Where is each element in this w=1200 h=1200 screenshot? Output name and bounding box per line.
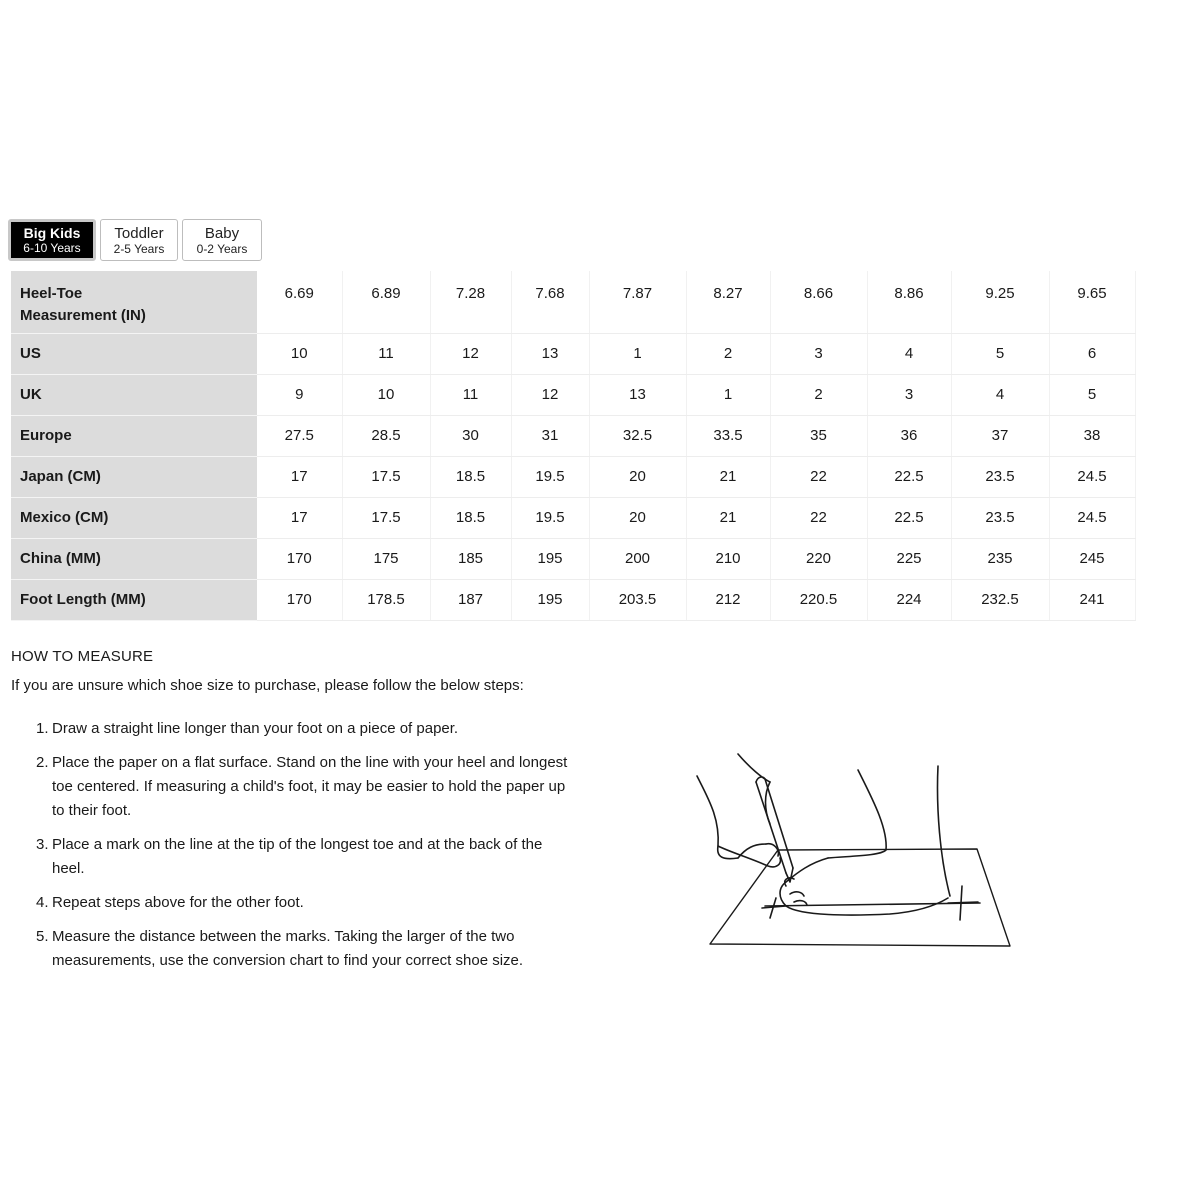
table-cell: 9 bbox=[257, 374, 342, 415]
table-cell: 170 bbox=[257, 538, 342, 579]
table-cell: 31 bbox=[511, 415, 589, 456]
table-cell: 13 bbox=[511, 333, 589, 374]
table-cell: 24.5 bbox=[1049, 497, 1135, 538]
table-row bbox=[11, 415, 1135, 456]
tab-sublabel: 0-2 Years bbox=[196, 241, 248, 256]
row-header: Japan (CM) bbox=[11, 456, 257, 497]
list-item bbox=[36, 833, 576, 881]
table-cell: 245 bbox=[1049, 538, 1135, 579]
table-cell: 185 bbox=[430, 538, 511, 579]
table-cell: 220 bbox=[770, 538, 867, 579]
table-cell: 9.65 bbox=[1049, 271, 1135, 333]
table-cell: 17 bbox=[257, 456, 342, 497]
row-header-line2: Measurement (IN) bbox=[20, 307, 146, 324]
tab-baby[interactable] bbox=[182, 219, 262, 261]
table-cell: 28.5 bbox=[342, 415, 430, 456]
step-number: 1. bbox=[36, 720, 49, 737]
tab-sublabel: 2-5 Years bbox=[113, 241, 165, 256]
table-cell: 18.5 bbox=[430, 456, 511, 497]
table-cell: 27.5 bbox=[257, 415, 342, 456]
step-text: Place the paper on a flat surface. Stand on the line with your heel and longest toe centered. If measuring a child's foot, it may be easier to hold the paper up to their foot. bbox=[52, 754, 568, 819]
list-item bbox=[36, 891, 576, 915]
table-cell: 6.69 bbox=[257, 271, 342, 333]
table-cell: 2 bbox=[770, 374, 867, 415]
step-number: 2. bbox=[36, 754, 49, 771]
size-conversion-table bbox=[11, 271, 1136, 621]
table-cell: 22 bbox=[770, 497, 867, 538]
tab-sublabel: 6-10 Years bbox=[23, 241, 81, 255]
table-cell: 10 bbox=[342, 374, 430, 415]
table-cell: 4 bbox=[951, 374, 1049, 415]
table-cell: 12 bbox=[430, 333, 511, 374]
row-header: China (MM) bbox=[11, 538, 257, 579]
table-cell: 35 bbox=[770, 415, 867, 456]
table-cell: 232.5 bbox=[951, 579, 1049, 620]
foot-measuring-illustration-icon bbox=[690, 748, 1020, 953]
list-item bbox=[36, 751, 576, 823]
row-header: Mexico (CM) bbox=[11, 497, 257, 538]
table-cell: 37 bbox=[951, 415, 1049, 456]
table-cell: 20 bbox=[589, 497, 686, 538]
table-cell: 21 bbox=[686, 497, 770, 538]
table-cell: 7.87 bbox=[589, 271, 686, 333]
table-cell: 24.5 bbox=[1049, 456, 1135, 497]
list-item bbox=[36, 925, 576, 973]
tab-toddler[interactable] bbox=[100, 219, 178, 261]
table-cell: 8.66 bbox=[770, 271, 867, 333]
table-cell: 11 bbox=[430, 374, 511, 415]
table-cell: 20 bbox=[589, 456, 686, 497]
table-cell: 22.5 bbox=[867, 456, 951, 497]
table-cell: 175 bbox=[342, 538, 430, 579]
table-row bbox=[11, 497, 1135, 538]
row-header bbox=[11, 271, 257, 333]
table-cell: 19.5 bbox=[511, 456, 589, 497]
table-cell: 19.5 bbox=[511, 497, 589, 538]
table-cell: 23.5 bbox=[951, 497, 1049, 538]
table-cell: 32.5 bbox=[589, 415, 686, 456]
row-header-line1: Heel-Toe bbox=[20, 285, 83, 302]
table-cell: 8.86 bbox=[867, 271, 951, 333]
table-cell: 4 bbox=[867, 333, 951, 374]
table-cell: 17.5 bbox=[342, 497, 430, 538]
table-cell: 36 bbox=[867, 415, 951, 456]
table-cell: 210 bbox=[686, 538, 770, 579]
list-item bbox=[36, 717, 576, 741]
table-cell: 9.25 bbox=[951, 271, 1049, 333]
table-cell: 21 bbox=[686, 456, 770, 497]
table-cell: 17 bbox=[257, 497, 342, 538]
table-row bbox=[11, 456, 1135, 497]
how-to-measure-title: HOW TO MEASURE bbox=[11, 648, 154, 665]
table-cell: 220.5 bbox=[770, 579, 867, 620]
tab-big-kids[interactable] bbox=[8, 219, 96, 261]
table-cell: 1 bbox=[589, 333, 686, 374]
table-cell: 23.5 bbox=[951, 456, 1049, 497]
table-cell: 8.27 bbox=[686, 271, 770, 333]
table-cell: 17.5 bbox=[342, 456, 430, 497]
tab-label: Toddler bbox=[114, 224, 164, 242]
table-cell: 3 bbox=[770, 333, 867, 374]
table-row bbox=[11, 271, 1135, 333]
table-cell: 12 bbox=[511, 374, 589, 415]
measure-steps-list bbox=[36, 717, 576, 983]
step-text: Place a mark on the line at the tip of the longest toe and at the back of the heel. bbox=[52, 836, 543, 877]
step-number: 3. bbox=[36, 836, 49, 853]
table-cell: 200 bbox=[589, 538, 686, 579]
table-body bbox=[11, 271, 1135, 620]
table-cell: 7.68 bbox=[511, 271, 589, 333]
table-cell: 195 bbox=[511, 579, 589, 620]
step-text: Draw a straight line longer than your foot on a piece of paper. bbox=[52, 720, 459, 737]
table-cell: 22 bbox=[770, 456, 867, 497]
tab-label: Big Kids bbox=[23, 225, 81, 241]
table-cell: 212 bbox=[686, 579, 770, 620]
table-cell: 2 bbox=[686, 333, 770, 374]
table-cell: 225 bbox=[867, 538, 951, 579]
age-group-tabs bbox=[8, 219, 262, 261]
table-row bbox=[11, 538, 1135, 579]
how-to-measure-intro: If you are unsure which shoe size to purchase, please follow the below steps: bbox=[11, 677, 524, 694]
table-cell: 178.5 bbox=[342, 579, 430, 620]
table-cell: 187 bbox=[430, 579, 511, 620]
table-cell: 18.5 bbox=[430, 497, 511, 538]
table-row bbox=[11, 374, 1135, 415]
table-cell: 241 bbox=[1049, 579, 1135, 620]
table-cell: 7.28 bbox=[430, 271, 511, 333]
row-header: Europe bbox=[11, 415, 257, 456]
table-cell: 203.5 bbox=[589, 579, 686, 620]
step-text: Measure the distance between the marks. Taking the larger of the two measurements, use the conversion chart to find your correct shoe size. bbox=[52, 928, 524, 969]
table-cell: 1 bbox=[686, 374, 770, 415]
row-header: US bbox=[11, 333, 257, 374]
table-cell: 13 bbox=[589, 374, 686, 415]
table-cell: 10 bbox=[257, 333, 342, 374]
table-row bbox=[11, 579, 1135, 620]
table-cell: 22.5 bbox=[867, 497, 951, 538]
step-text: Repeat steps above for the other foot. bbox=[52, 894, 304, 911]
table-row bbox=[11, 333, 1135, 374]
step-number: 5. bbox=[36, 928, 49, 945]
table-cell: 235 bbox=[951, 538, 1049, 579]
table-cell: 224 bbox=[867, 579, 951, 620]
table-cell: 3 bbox=[867, 374, 951, 415]
row-header: UK bbox=[11, 374, 257, 415]
table-cell: 38 bbox=[1049, 415, 1135, 456]
table-cell: 5 bbox=[1049, 374, 1135, 415]
table-cell: 33.5 bbox=[686, 415, 770, 456]
table-cell: 5 bbox=[951, 333, 1049, 374]
table-cell: 170 bbox=[257, 579, 342, 620]
tab-label: Baby bbox=[204, 224, 240, 242]
table-cell: 6 bbox=[1049, 333, 1135, 374]
table-cell: 6.89 bbox=[342, 271, 430, 333]
table-cell: 195 bbox=[511, 538, 589, 579]
step-number: 4. bbox=[36, 894, 49, 911]
row-header: Foot Length (MM) bbox=[11, 579, 257, 620]
table-cell: 30 bbox=[430, 415, 511, 456]
table-cell: 11 bbox=[342, 333, 430, 374]
